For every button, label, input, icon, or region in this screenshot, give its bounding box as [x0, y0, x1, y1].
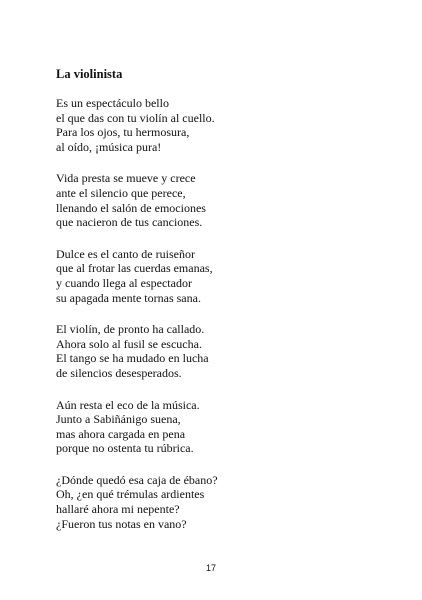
- poem-line: que nacieron de tus canciones.: [56, 215, 203, 230]
- poem-line: su apagada mente tornas sana.: [56, 290, 201, 305]
- poem-line: al oído, ¡música pura!: [56, 139, 162, 154]
- poem-line: El tango se ha mudado en lucha: [56, 351, 209, 366]
- stanza-4: [56, 322, 386, 380]
- poem-line: Es un espectáculo bello: [56, 96, 169, 110]
- poem-title: La violinista: [56, 67, 123, 81]
- poem-line: Para los ojos, tu hermosura,: [56, 125, 190, 140]
- poem-line: que al frotar las cuerdas emanas,: [56, 261, 213, 276]
- stanza-1: [56, 96, 386, 154]
- page-number: 17: [205, 563, 216, 573]
- poem-line: Vida presta se mueve y crece: [56, 171, 196, 186]
- poem-line: El violín, de pronto ha callado.: [56, 322, 205, 337]
- stanza-5: [56, 398, 386, 456]
- poem-line: el que das con tu violín al cuello.: [56, 110, 215, 125]
- stanza-6: [56, 473, 386, 531]
- poem-line: y cuando llega al espectador: [56, 275, 192, 290]
- poem-line: ¿Dónde quedó esa caja de ébano?: [56, 472, 218, 487]
- poem-line: Ahora solo al fusil se escucha.: [56, 336, 202, 351]
- stanza-2: [56, 171, 386, 229]
- poem-line: Dulce es el canto de ruiseñor: [56, 246, 195, 261]
- poem-line: porque no ostenta tu rúbrica.: [56, 441, 194, 456]
- stanza-3: [56, 247, 386, 305]
- poem-line: hallaré ahora mi nepente?: [56, 502, 180, 517]
- poem: [56, 66, 386, 548]
- poem-line: llenando el salón de emociones: [56, 200, 206, 215]
- poem-line: ante el silencio que perece,: [56, 185, 186, 200]
- poem-line: mas ahora cargada en pena: [56, 426, 186, 441]
- poem-line: Junto a Sabiñánigo suena,: [56, 412, 181, 427]
- poem-line: Oh, ¿en qué trémulas ardientes: [56, 487, 205, 502]
- poem-line: Aún resta el eco de la música.: [56, 397, 200, 412]
- poem-line: de silencios desesperados.: [56, 365, 182, 380]
- poem-line: ¿Fueron tus notas en vano?: [56, 516, 187, 531]
